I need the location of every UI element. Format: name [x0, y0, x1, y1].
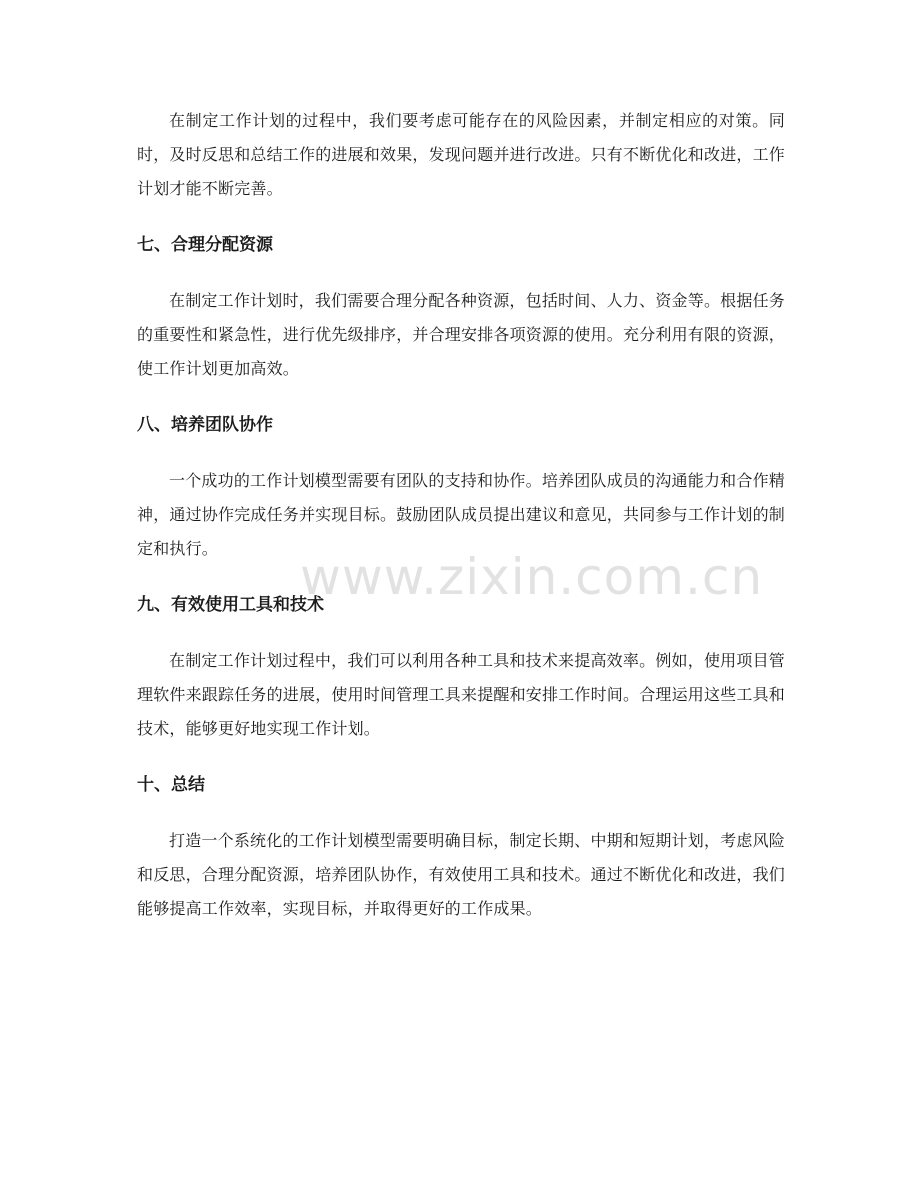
section-paragraph-8: 一个成功的工作计划模型需要有团队的支持和协作。培养团队成员的沟通能力和合作精神，通过协作完成任务并实现目标。鼓励团队成员提出建议和意见，共同参与工作计划的制定和执行。 — [137, 471, 786, 558]
section-paragraph-7: 在制定工作计划时，我们需要合理分配各种资源，包括时间、人力、资金等。根据任务的重要性和紧急性，进行优先级排序，并合理安排各项资源的使用。充分利用有限的资源，使工作计划更加高效。 — [137, 291, 786, 378]
section-heading-10: 十、总结 — [137, 775, 205, 795]
section-paragraph-10: 打造一个系统化的工作计划模型需要明确目标，制定长期、中期和短期计划，考虑风险和反思，合理分配资源，培养团队协作，有效使用工具和技术。通过不断优化和改进，我们能够提高工作效率，实现目标，并取得更好的工作成果。 — [137, 831, 786, 918]
section-heading-8: 八、培养团队协作 — [137, 415, 273, 435]
intro-paragraph: 在制定工作计划的过程中，我们要考虑可能存在的风险因素，并制定相应的对策。同时，及时反思和总结工作的进展和效果，发现问题并进行改进。只有不断优化和改进，工作计划才能不断完善。 — [137, 111, 786, 198]
watermark: www.zixin.com.cn — [300, 548, 764, 606]
document-body — [137, 104, 785, 926]
section-heading-9: 九、有效使用工具和技术 — [137, 595, 324, 615]
section-heading-7: 七、合理分配资源 — [137, 235, 273, 255]
section-paragraph-9: 在制定工作计划过程中，我们可以利用各种工具和技术来提高效率。例如，使用项目管理软件来跟踪任务的进展，使用时间管理工具来提醒和安排工作时间。合理运用这些工具和技术，能够更好地实现工作计划。 — [137, 651, 786, 738]
